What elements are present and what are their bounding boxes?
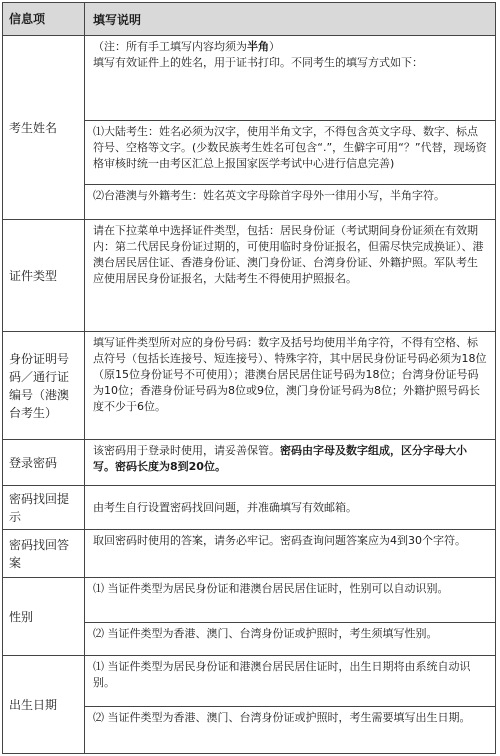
table-row-recovery-question — [3, 485, 495, 529]
row-label-gender: 性别 — [3, 578, 85, 655]
row-label-id-number: 身份证明号码／通行证编号（港澳台考生） — [3, 332, 85, 439]
header-col-item: 信息项 — [3, 3, 85, 35]
row-label-password: 登录密码 — [3, 440, 85, 485]
row-label-recovery-question: 密码找回提示 — [3, 486, 85, 529]
mainland-rule: ⑴大陆考生：姓名必须为汉字，使用半角文字，不得包含英文字母、数字、标点符号、空格等文字。(少数民族考生姓名可包含“.”，生僻字可用“？”代替，现场资格审核时统一由考区汇总上报国家医学考试中心进行信息完善) — [85, 120, 495, 184]
password-text: 该密码用于登录时使用，请妥善保管。密码由字母及数字组成，区分字母大小写。密码长度为8到20位。 — [93, 444, 467, 473]
id-number-text: 填写证件类型所对应的身份号码：数字及括号均使用半角字符，不得有空格、标点符号（包括长连接号、短连接号）、特殊字符，其中居民身份证号码必须为18位（原15位身份证号不可使用）；港澳台居民居住证号码为18位；台湾身份证号码为10位；香港身份证号码为8位或9位，澳门身份证号码为8位；外籍护照号码长度不少于6位。 — [93, 336, 487, 413]
info-table — [2, 2, 496, 754]
name-intro-text: 填写有效证件上的姓名，用于证书打印。不同考生的填写方式如下： — [93, 56, 423, 69]
name-intro-cell — [85, 36, 495, 120]
row-label-id-type: 证件类型 — [3, 220, 85, 331]
table-row-id-type — [3, 219, 495, 331]
password-rule-bold: 密码由字母及数字组成，区分字母大小写。密码长度为8到20位。 — [93, 444, 467, 473]
recovery-answer-text: 取回密码时使用的答案，请务必牢记。密码查询问题答案应为4到30个字符。 — [93, 534, 466, 547]
table-row-name — [3, 35, 495, 219]
table-row-password — [3, 439, 495, 485]
recovery-question-text: 由考生自行设置密码找回问题，并准确填写有效邮箱。 — [93, 500, 357, 514]
half-width-note: （注：所有手工填写内容均须为半角） — [93, 40, 280, 53]
row-label-birth-date: 出生日期 — [3, 656, 85, 753]
birth-rule-1: ⑴ 当证件类型为居民身份证和港澳台居民居住证时，出生日期将由系统自动识别。 — [93, 660, 471, 689]
gender-rule-2: ⑵ 当证件类型为香港、澳门、台湾身份证或护照时，考生须填写性别。 — [85, 622, 495, 656]
table-row-gender — [3, 577, 495, 655]
hk-foreign-rule: ⑵台港澳与外籍考生：姓名英文字母除首字母外一律用小写，半角字符。 — [85, 184, 495, 220]
gender-rule-1: ⑴ 当证件类型为居民身份证和港澳台居民居住证时，性别可以自动识别。 — [93, 582, 449, 595]
row-label-name: 考生姓名 — [3, 36, 85, 219]
birth-rule-2: ⑵ 当证件类型为香港、澳门、台湾身份证或护照时，考生需要填写出生日期。 — [85, 706, 495, 754]
table-row-birth-date — [3, 655, 495, 753]
header-col-description: 填写说明 — [85, 3, 495, 35]
row-label-recovery-answer: 密码找回答案 — [3, 530, 85, 577]
table-header-row — [3, 3, 495, 35]
table-row-id-number — [3, 331, 495, 439]
table-row-recovery-answer — [3, 529, 495, 577]
id-type-text: 请在下拉菜单中选择证件类型，包括：居民身份证（考试期间身份证须在有效期内：第二代居民身份证过期的，可使用临时身份证报名，但需尽快完成换证）、港澳台居民居住证、香港身份证、澳门身份证、台湾身份证、外籍护照。军队考生应使用居民身份证报名，大陆考生不得使用护照报名。 — [93, 224, 484, 285]
